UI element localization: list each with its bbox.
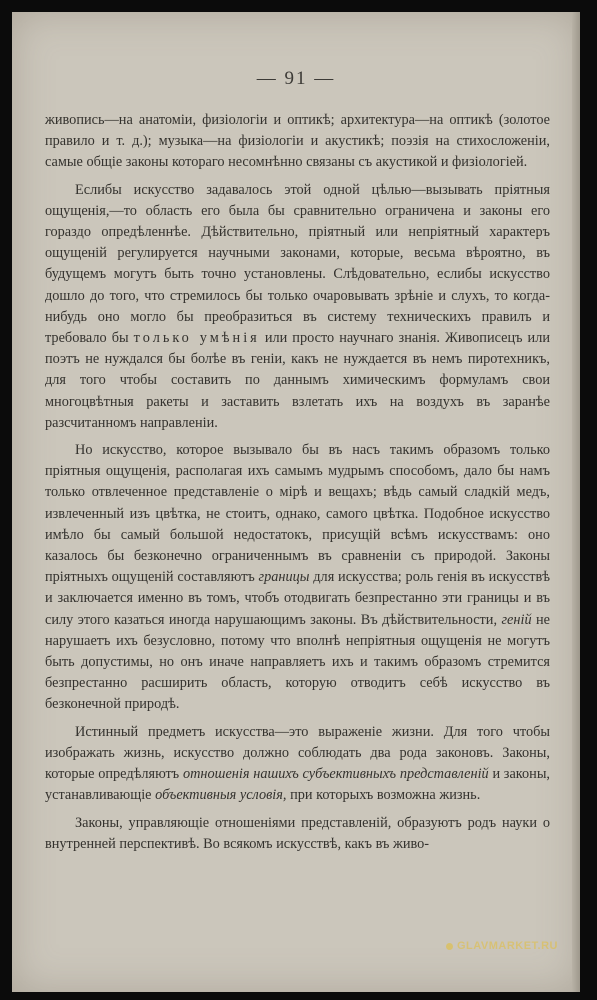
italic-term-1: границы: [258, 569, 310, 586]
italic-term-3: отношенiя нашихъ субъективныхъ представленiй: [182, 766, 489, 783]
paragraph-2-text: Еслибы искусство задавалось этой одной цѣлью—вызывать прiятныя ощущенiя,—то область его была бы сравнительно ограничена и законы его гораздо опредѣленнѣе. Дѣйствительно, прiятный или непрiятный характеръ ощущенiй регулируется научными законами, которые, весьма вѣроятно, въ будущемъ могутъ быть точно установлены. Слѣдовательно, еслибы искусство дошло до того, что стремилось бы только очаровывать зрѣнiе и слухъ, то когда-нибудь оно могло бы преобразиться въ систему техническихъ правилъ и требовало бы: [45, 181, 550, 347]
spaced-phrase: только умѣнiя: [133, 330, 260, 347]
paragraph-3-text-mid: для искусства; роль генiя въ искусствѣ и заключается именно въ томъ, чтобъ отодвигать безпрестанно эти границы и въ силу этого казаться иногда нарушающимъ законы. Въ дѣйствительности,: [45, 569, 551, 628]
paragraph-5: Законы, управляющiе отношенiями представленiй, образуютъ родъ науки о внутренней перспективѣ. Во всякомъ искусствѣ, какъ въ живо-: [45, 814, 550, 852]
book-page: [12, 12, 580, 992]
paragraph-3-text-after: не нарушаетъ ихъ безусловно, потому что вполнѣ непрiятныя ощущенiя не могутъ быть допустимы, но онъ иначе направляетъ ихъ и такимъ образомъ стремится безпрестанно расширить область, которую отводитъ себѣ искусство въ безконечной природѣ.: [45, 611, 551, 713]
paragraph-2: [45, 180, 550, 434]
watermark: [446, 940, 558, 952]
italic-term-4: объективныя условiя,: [155, 787, 287, 804]
body-text: [45, 110, 550, 861]
paragraph-4: [45, 722, 550, 807]
paragraph-3: [45, 440, 550, 716]
watermark-text: GLAVMARKET.RU: [456, 940, 558, 952]
watermark-logo-icon: [446, 943, 453, 950]
paragraph-2-text-after: или просто научнаго знанiя. Живописецъ или поэтъ не нуждался бы болѣе въ генiи, какъ не нуждается въ немъ пиротехникъ, для того чтобы составить по даннымъ химическимъ формуламъ свои многоцвѣтныя ракеты и заставить взлетать ихъ на воздухъ въ заранѣе разсчитанномъ направленiи.: [45, 330, 550, 431]
page-number: — 91 —: [256, 68, 336, 89]
paragraph-3-text-before: Но искусство, которое вызывало бы въ насъ такимъ образомъ только прiятныя ощущенiя, располагая ихъ самымъ мудрымъ способомъ, дало бы намъ только отвлеченное представленiе о мiрѣ и вещахъ; вѣдь самый сладкiй медъ, извлеченный изъ цвѣтка, не стоитъ, однако, самого цвѣтка. Подобное искусство имѣло бы самый большой недостатокъ, присущiй всѣмъ искусствамъ: оно казалось бы безконечно ограниченнымъ въ сравненiи съ природой. Законы прiятныхъ ощущенiй составляютъ: [45, 442, 550, 586]
paragraph-4-text-after: при которыхъ возможна жизнь.: [290, 787, 481, 804]
paragraph-1: живопись—на анатомiи, физiологiи и оптикѣ; архитектура—на оптикѣ (золотое правило и т. д.); музыка—на физiологiи и акустикѣ; поэзiя на стихосложенiи, самые общiе законы котораго несомнѣнно связаны съ акустикой и физiологiей.: [45, 112, 550, 171]
page-edge: [572, 12, 580, 992]
paragraph-4-text-mid: и законы, устанавливающiе: [45, 766, 551, 804]
paragraph-4-text-before: Истинный предметъ искусства—это выраженiе жизни. Для того чтобы изображать жизнь, искусство должно соблюдать два рода законовъ. Законы, которые опредѣляютъ: [45, 723, 550, 783]
italic-term-2: генiй: [501, 611, 532, 628]
